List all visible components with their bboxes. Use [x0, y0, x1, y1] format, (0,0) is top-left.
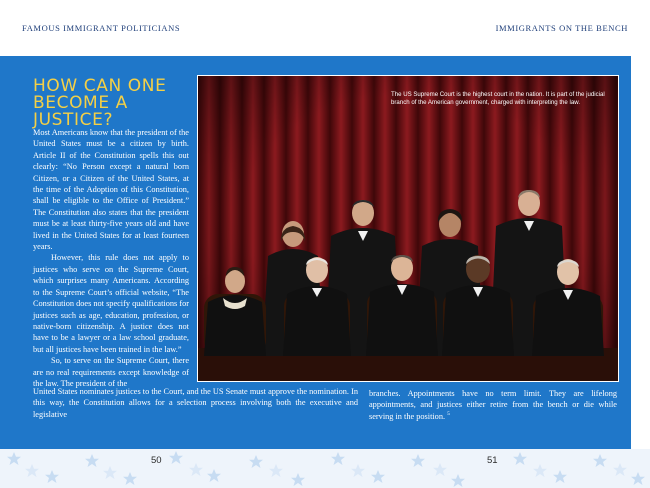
body-paragraph-3-end-text: branches. Appointments have no term limit. They are lifelong appointments, and justices either retire from the bench or die while serving in the position.: [369, 389, 617, 421]
running-head-left: FAMOUS IMMIGRANT POLITICIANS: [22, 23, 181, 33]
body-column-wide: [33, 386, 358, 420]
supreme-court-photo: [197, 75, 619, 382]
page-number-right: 51: [487, 455, 498, 466]
justices-group-image: [198, 76, 619, 382]
star-pattern: [0, 449, 650, 488]
body-paragraph-2: However, this rule does not apply to justices who serve on the Supreme Court, which surprises many Americans. According to the Supreme Court’s official website, “The Constitution does not specify qualifications for justices such as age, education, profession, or native-born citizenship. A justice does not have to be a lawyer or a law school graduate, but all justices have been trained in the law.”: [33, 253, 190, 354]
footnote-reference: 5: [447, 411, 450, 418]
body-column-left: [33, 127, 189, 389]
section-heading: HOW CAN ONE BECOME A JUSTICE?: [33, 76, 167, 130]
body-paragraph-3-continued: United States nominates justices to the Court, and the US Senate must approve the nomination. In this way, the Constitution allows for a selection process involving both the executive and legislative: [33, 387, 358, 419]
body-paragraph-1: Most Americans know that the president of the United States must be a citizen by birth. Article II of the Constitution spells this out clearly: “No Person except a natural born Citizen, or a Citizen of the United States, at the time of the Adoption of this Constitution, shall be eligible to the Office of President.” The Constitution also states that the president must be at least thirty-five years old and have lived in the United States for at least fourteen years.: [33, 128, 189, 252]
body-paragraph-3-start: So, to serve on the Supreme Court, there are no real requirements except knowledge of the law. The president of the: [33, 356, 189, 388]
running-head-right: IMMIGRANTS ON THE BENCH: [495, 23, 628, 33]
body-column-right: [369, 388, 617, 422]
photo-caption: The US Supreme Court is the highest court in the nation. It is part of the judicial branch of the American government, charged with interpreting the law.: [391, 91, 605, 107]
star-footer-band: [0, 449, 650, 488]
body-paragraph-3-end: [369, 388, 617, 422]
page-number-left: 50: [151, 455, 162, 466]
